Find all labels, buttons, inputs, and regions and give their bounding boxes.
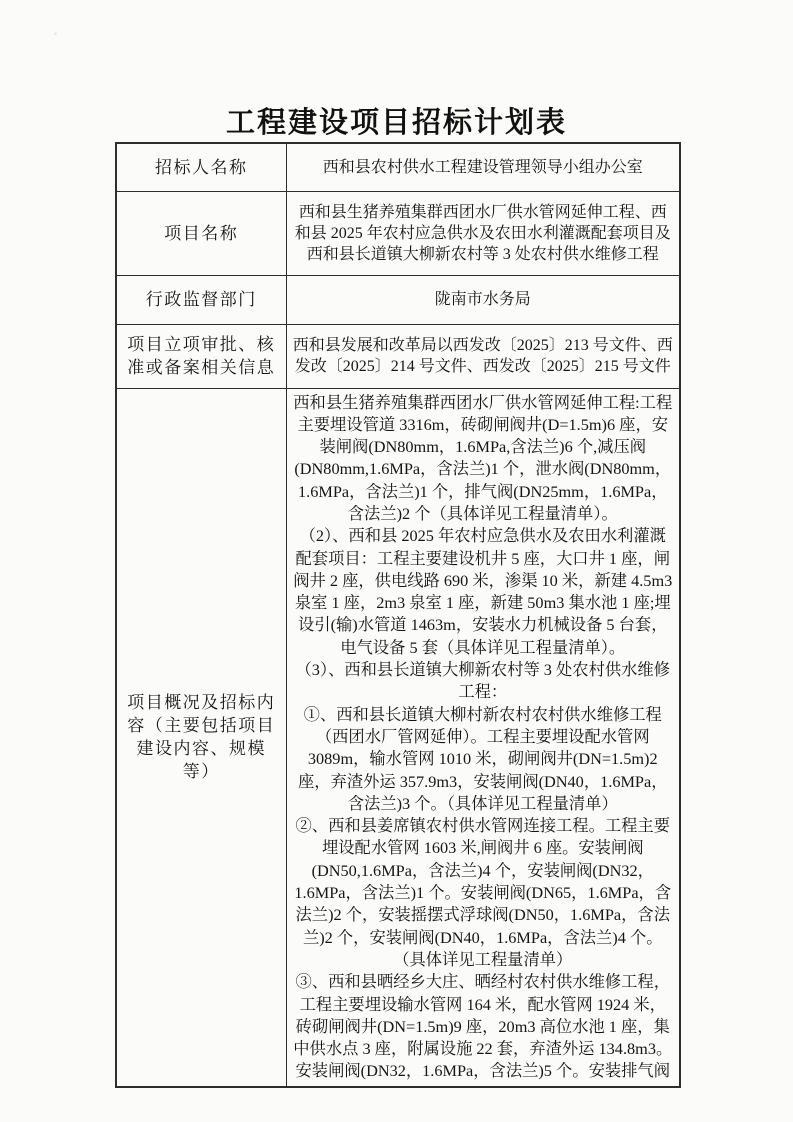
table-row-project-name xyxy=(116,191,680,275)
project-overview-value xyxy=(286,388,680,1087)
overview-paragraph-6: ③、西和县晒经乡大庄、晒经村农村供水维修工程，工程主要埋设输水管网 164 米，配水管网 1924 米，砖砌闸阀井(DN=1.5m)9 座，20m3 高位水池 1 座，集中供水点 3 座，附属设施 22 套，弃渣外运 134.8m3。安装闸阀(DN32，1.6MPa，含法兰)5 个。安装排气阀 xyxy=(293,972,673,1081)
overview-paragraph-5: ②、西和县姜席镇农村供水管网连接工程。工程主要埋设配水管网 1603 米,闸阀井 6 座。安装闸阀(DN50,1.6MPa，含法兰)4 个，安装闸阀(DN32，1.6MPa，含法兰)1 个。安装闸阀(DN65，1.6MPa，含法兰)2 个，安装摇摆式浮球阀(DN50，1.6MPa，含法兰)2 个，安装闸阀(DN40，1.6MPa，含法兰)4 个。（具体详见工程量清单） xyxy=(294,816,672,969)
table-row-approval-info xyxy=(116,324,680,388)
supervising-department-value: 陇南市水务局 xyxy=(286,275,680,324)
table-row-supervising-department xyxy=(116,275,680,324)
bidder-name-label: 招标人名称 xyxy=(116,143,286,191)
overview-paragraph-2: （2）、西和县 2025 年农村应急供水及农田水利灌溉配套项目：工程主要建设机井 5 座，大口井 1 座，闸阀井 2 座，供电线路 690 米，渗渠 10 米，新建 4.5m3 泉室 1 座，2m3 泉室 1 座，新建 50m3 集水池 1 座;埋设引(输)水管道 1463m，安装水力机械设备 5 台套，电气设备 5 套（具体详见工程量清单）。 xyxy=(293,526,673,657)
supervising-department-label: 行政监督部门 xyxy=(116,275,286,324)
bidding-plan-table xyxy=(115,142,681,1088)
page-title: 工程建设项目招标计划表 xyxy=(225,107,567,139)
project-name-label: 项目名称 xyxy=(116,191,286,275)
bidder-name-value: 西和县农村供水工程建设管理领导小组办公室 xyxy=(286,143,680,191)
approval-info-label: 项目立项审批、核准或备案相关信息 xyxy=(116,324,286,388)
table-row-bidder-name xyxy=(116,143,680,191)
approval-info-value: 西和县发展和改革局以西发改〔2025〕213 号文件、西发改〔2025〕214 号文件、西发改〔2025〕215 号文件 xyxy=(286,324,680,388)
project-name-value: 西和县生猪养殖集群西团水厂供水管网延伸工程、西和县 2025 年农村应急供水及农田水利灌溉配套项目及西和县长道镇大柳新农村等 3 处农村供水维修工程 xyxy=(286,191,680,275)
table-row-project-overview xyxy=(116,388,680,1087)
overview-paragraph-3: （3）、西和县长道镇大柳新农村等 3 处农村供水维修工程： xyxy=(295,660,670,702)
overview-paragraph-1: 西和县生猪养殖集群西团水厂供水管网延伸工程:工程主要埋设管道 3316m，砖砌闸阀井(D=1.5m)6 座，安装闸阀(DN80mm，1.6MPa,含法兰)6 个,减压阀(DN80mm,1.6MPa，含法兰)1 个，泄水阀(DN80mm，1.6MPa，含法兰)1 个，排气阀(DN25mm，1.6MPa，含法兰)2 个（具体详见工程量清单）。 xyxy=(293,392,673,523)
overview-paragraph-4: ①、西和县长道镇大柳村新农村农村供水维修工程（西团水厂管网延伸）。工程主要埋设配水管网 3089m，输水管网 1010 米，砌闸阀井(DN=1.5m)2 座，弃渣外运 357.9m3，安装闸阀(DN40，1.6MPa，含法兰)3 个。（具体详见工程量清单） xyxy=(298,704,668,813)
project-overview-label: 项目概况及招标内容（主要包括项目建设内容、规模等） xyxy=(116,388,286,1087)
